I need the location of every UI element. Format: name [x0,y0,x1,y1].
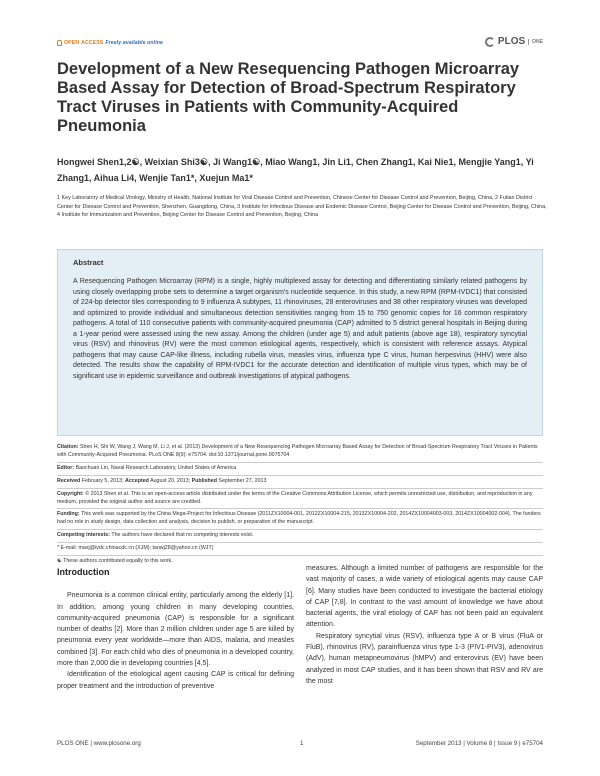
article-title: Development of a New Resequencing Pathogen Microarray Based Assay for Detection of Broad-Spectrum Respiratory Tract Viruses in Patients with Community-Acquired Pneumonia [57,60,520,135]
citation-block [57,444,543,463]
open-access-badge [57,40,163,46]
published-date: September 27, 2013 [218,477,267,484]
competing-interests-block [57,532,543,543]
plos-swirl-icon [485,37,495,47]
accepted-date: August 20, 2013; [150,477,191,484]
intro-paragraph-2: Identification of the etiological agent causing CAP is critical for defining proper treatment and the introduction of preventive [57,671,294,690]
open-lock-icon [57,40,62,46]
copyright-block [57,491,543,510]
abstract-box [57,249,543,436]
left-column [57,563,294,692]
competing-text: The authors have declared that no competing interests exist. [111,532,254,539]
citation-label: Citation: [57,444,79,450]
access-label: ACCESS [81,40,104,46]
plos-one-logo [485,36,543,47]
page-number: 1 [300,740,304,747]
accepted-label: Accepted [125,477,149,484]
abstract-text: A Resequencing Pathogen Microarray (RPM) is a single, highly multiplexed assay for detecting and differentiating similarly related pathogens by using closely overlapping probe sets to determine a target organism's nucleotide sequence. In this study, a new RPM (RPM-IVDC1) that consisted of 224-bp detector tiles corresponding to 9 influenza A subtypes, 11 rhinoviruses, 28 enteroviruses and 38 other respiratory viruses was developed and optimized to provide individual and simultaneous detection sensitivities ranging from 15 to 750 genomic copies for 16 common respiratory pathogens. A total of 110 consecutive patients with community-acquired pneumonia (CAP) admitted to 5 district general hospitals in Beijing during a 1-year period were assessed using the new assay. Among the children (under age 5) and adult patients (above age 18), respiratory syncytial virus (RSV) and rhinovirus (RV) were the most common etiological agents, respectively, which is consistent with reference assays. Atypical pathogens that may cause CAP-like illness, including rubella virus, measles virus, influenza type C virus, human herpesvirus (HHV) were also detected. The results show the capability of RPM-IVDC1 for the accurate detection and identification of multiple virus types, which may be of significant use in epidemic surveillance and outbreak investigations of atypical pathogens. [73,278,527,380]
editor-text: Baochuan Lin, Naval Research Laboratory, United States of America [75,464,237,471]
email-text: * E-mail: maxj@ivdc.chinacdc.cn (XJM); tanwj28@yahoo.cn (WJT) [57,545,214,552]
dates-block [57,478,543,489]
open-label: OPEN [64,40,80,46]
abstract-heading: Abstract [73,258,104,267]
received-date: February 5, 2013; [81,477,124,484]
editor-label: Editor: [57,464,75,471]
copyright-text: © 2013 Shen et al. This is an open-access article distributed under the terms of the Creative Commons Attribution License, which permits unrestricted use, distribution, and reproduction in any medium, provided the original author and source are credited. [57,490,533,505]
competing-label: Competing interests: [57,532,110,539]
one-logo-text: ONE [528,39,543,45]
equal-contribution-text: ☯ These authors contributed equally to this work. [57,558,173,565]
intro-paragraph-4: Respiratory syncytial virus (RSV), influenza type A or B virus (FluA or FluB), rhinovirus (RV), parainfluenza virus type 1-3 (PIV1-PIV3), adenovirus (AdV), human metapneumovirus (hMPV) and enterovirus (EV) have been analyzed in most CAP studies, and it has been shown that RSV and RV are the most [306,632,543,685]
footer-issue: September 2013 | Volume 8 | Issue 9 | e75704 [415,740,543,747]
funding-block [57,511,543,530]
intro-paragraph-1: Pneumonia is a common clinical entity, particularly among the elderly [1]. In addition, among young children in many developing countries, community-acquired pneumonia (CAP) is responsible for a significant number of deaths [2]. More than 2 million children under age 5 are killed by pneumonia every year worldwide—more than AIDS, malaria, and measles combined [3]. For each child who dies of pneumonia in a developed country, more than 2,000 die in developing countries [4,5]. [57,592,294,668]
journal-header [57,38,543,52]
copyright-label: Copyright: [57,490,84,497]
article-metadata [57,444,543,570]
plos-logo-text: PLOS [497,36,526,47]
editor-block [57,465,543,476]
right-column [306,563,543,687]
email-block [57,545,543,556]
freely-available-label: Freely available online [105,40,163,46]
published-label: Published [191,477,217,484]
footer-journal: PLOS ONE | www.plosone.org [57,740,141,747]
citation-text: Shen H, Shi W, Wang J, Wang M, Li J, et al. (2013) Development of a New Resequencing Pathogen Microarray Based Assay for Detection of Broad-Spectrum Respiratory Tract Viruses in Patients with Community-Acquired Pneumonia. PLoS ONE 8(9): e75704. doi:10.1371/journal.pone.0075704 [57,444,538,458]
funding-text: This work was supported by the China Mega-Project for Infectious Disease (2011ZX10004-001, 2012ZX10004-215, 2013ZX10004-202, 2014ZX10004003-003, 2014ZX10004002-004). The funders had no role in study design, data collection and analysis, decision to publish, or preparation of the manuscript. [57,511,541,526]
received-label: Received [57,477,81,484]
author-list: Hongwei Shen1,2☯, Weixian Shi3☯, Ji Wang1☯, Miao Wang1, Jin Li1, Chen Zhang1, Kai Nie1, Mengjie Yang1, Yi Zhang1, Aihua Li4, Wenjie Tan1*, Xuejun Ma1* [57,157,534,183]
affiliations: 1 Key Laboratory of Medical Virology, Ministry of Health, National Institute for Viral Disease Control and Prevention, Chinese Center for Disease Control and Prevention, Beijing, China, 2 Futian District Center for Disease Control and Prevention, Shenzhen, Guangdong, China, 3 Institute for Infectious Disease and Endemic Disease Control, Beijing Center for Disease Control and Prevention, Beijing, China, 4 Institute for Immunization and Prevention, Beijing Center for Disease Control and Prevention, Beijing, China [57,195,547,219]
funding-label: Funding: [57,511,80,518]
intro-paragraph-3: measures. Although a limited number of pathogens are responsible for the vast majority of cases, a wide variety of etiological agents may cause CAP [6]. Many studies have been conducted to investigate the bacterial etiology of CAP [7,8]. In contrast to the vast amount of knowledge we have about bacterial agents, the viral etiology of CAP has not been paid an equivalent attention. [306,565,543,629]
introduction-heading: Introduction [57,567,110,577]
